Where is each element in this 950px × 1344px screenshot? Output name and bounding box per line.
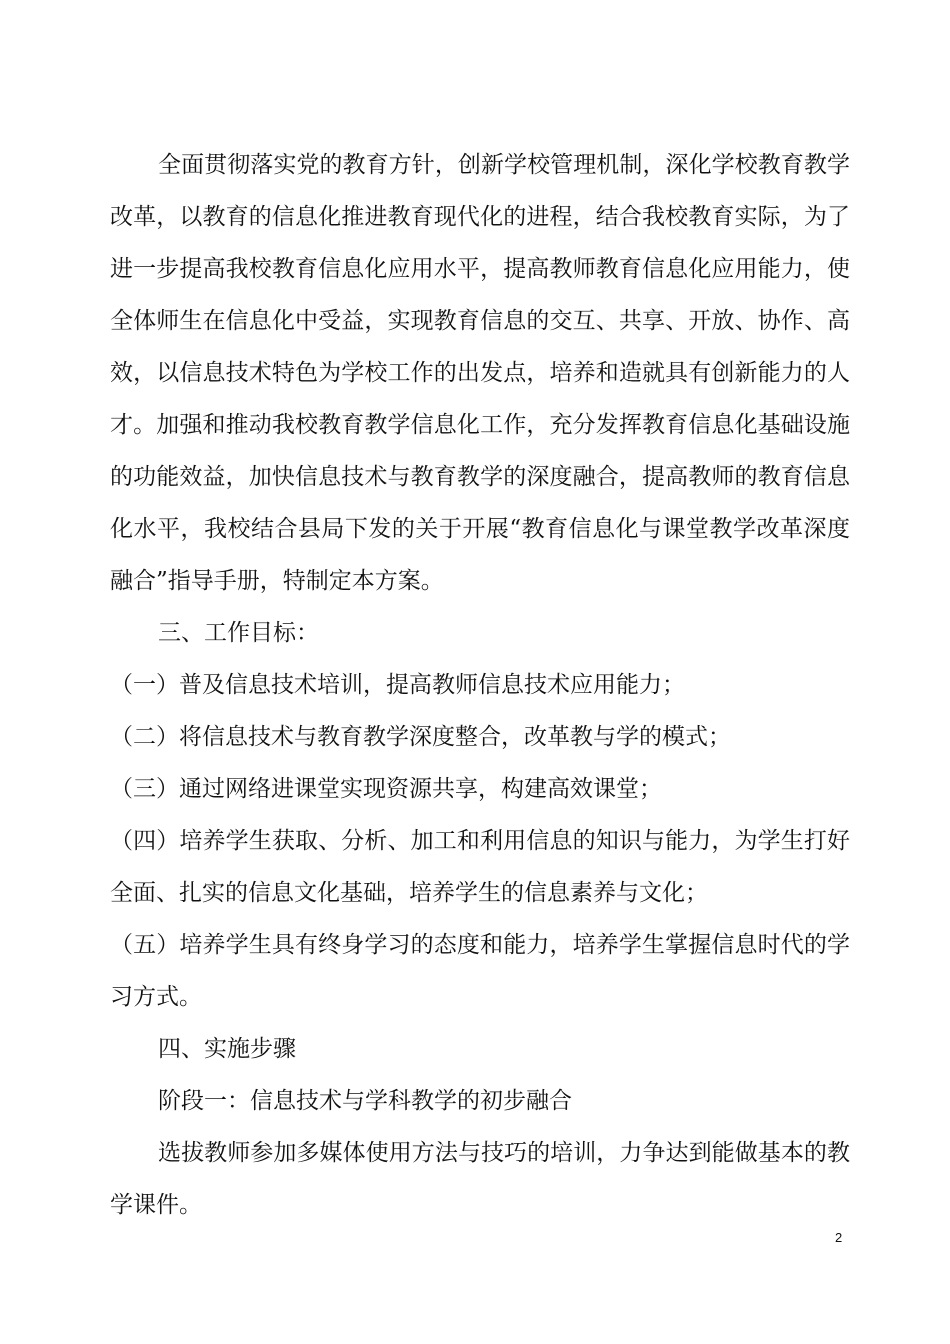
goal-item-3: （三）通过网络进课堂实现资源共享，构建高效课堂； <box>110 776 662 802</box>
stage-one-paragraph: 选拔教师参加多媒体使用方法与技巧的培训，力争达到能做基本的教学课件。 <box>110 1140 850 1218</box>
goal-item-1: （一）普及信息技术培训，提高教师信息技术应用能力； <box>110 672 685 698</box>
intro-paragraph: 全面贯彻落实党的教育方针，创新学校管理机制，深化学校教育教学改革，以教育的信息化推进教育现代化的进程，结合我校教育实际，为了进一步提高我校教育信息化应用水平，提高教师教育信息化应用能力，使全体师生在信息化中受益，实现教育信息的交互、共享、开放、协作、高效，以信息技术特色为学校工作的出发点，培养和造就具有创新能力的人才。加强和推动我校教育教学信息化工作，充分发挥教育信息化基础设施的功能效益，加快信息技术与教育教学的深度融合，提高教师的教育信息化水平，我校结合县局下发的关于开展“教育信息化与课堂教学改革深度融合”指导手册，特制定本方案。 <box>110 152 850 594</box>
goal-item-2: （二）将信息技术与教育教学深度整合，改革教与学的模式； <box>110 724 731 750</box>
section-heading-implementation-steps: 四、实施步骤 <box>158 1036 296 1062</box>
page-number: 2 <box>835 1230 843 1245</box>
section-heading-work-goals: 三、工作目标： <box>158 620 319 646</box>
goal-item-5: （五）培养学生具有终身学习的态度和能力，培养学生掌握信息时代的学习方式。 <box>110 932 850 1010</box>
document-body <box>110 139 850 1231</box>
goal-item-4: （四）培养学生获取、分析、加工和利用信息的知识与能力，为学生打好全面、扎实的信息文化基础，培养学生的信息素养与文化； <box>110 828 850 906</box>
stage-one-heading: 阶段一：信息技术与学科教学的初步融合 <box>158 1088 572 1114</box>
